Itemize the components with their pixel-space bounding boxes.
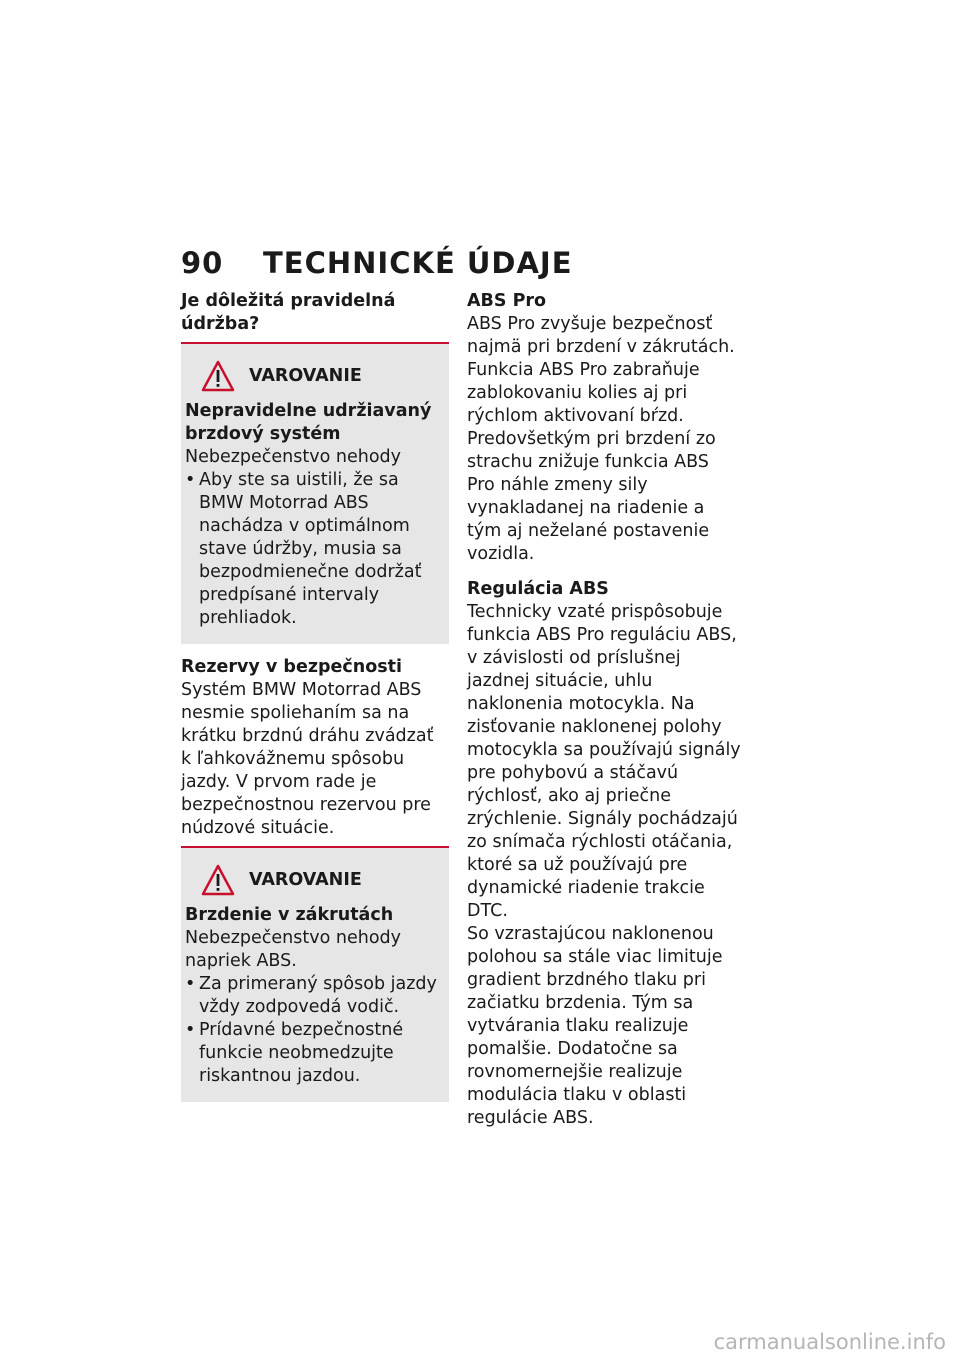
reserves-text: Systém BMW Motorrad ABS nesmie spoliehaním sa na krátku brzdnú dráhu zvádzať k ľahkovážnemu spôsobu jazdy. V prvom rade je bezpečnostnou rezervou pre núdzové situácie.	[181, 680, 434, 838]
warning-title-line2: brzdový systém	[185, 424, 341, 444]
watermark: carmanualsonline.info	[713, 1330, 946, 1354]
right-column	[467, 290, 742, 1130]
warning-label: VAROVANIE	[249, 366, 362, 386]
maintenance-heading: Je dôležitá pravidelná údržba?	[181, 291, 396, 334]
reserves-heading: Rezervy v bezpečnosti	[181, 657, 403, 677]
warning-box-maintenance	[181, 344, 449, 644]
warning-text: Nebezpečenstvo nehody napriek ABS.	[185, 928, 401, 971]
abs-regulation-text-2: So vzrastajúcou naklonenou polohou sa stále viac limituje gradient brzdného tlaku pri začiatku brzdenia. Tým sa vytvárania tlaku realizuje pomalšie. Dodatočne sa rovnomernejšie realizuje modulácia tlaku v oblasti regulácie ABS.	[467, 924, 723, 1128]
warning-bullet: • Aby ste sa uistili, že sa BMW Motorrad ABS nachádza v optimálnom stave údržby, musia sa bezpodmienečne dodržať predpísané intervaly prehliadok.	[185, 469, 445, 630]
bullet-text: Za primeraný spôsob jazdy vždy zodpovedá vodič.	[199, 974, 437, 1017]
abs-pro-heading: ABS Pro	[467, 291, 547, 311]
warning-box-cornering	[181, 848, 449, 1102]
page-number: 90	[181, 246, 224, 280]
abs-pro-text: ABS Pro zvyšuje bezpečnosť najmä pri brzdení v zákrutách. Funkcia ABS Pro zabraňuje zablokovaniu kolies aj pri rýchlom aktivovaní bŕzd. Predovšetkým pri brzdení zo strachu znižuje funkcia ABS Pro náhle zmeny sily vynakladanej na riadenie a tým aj neželané postavenie vozidla.	[467, 314, 735, 564]
bullet-text: Aby ste sa uistili, že sa BMW Motorrad ABS nachádza v optimálnom stave údržby, musia sa bezpodmienečne dodržať predpísané intervaly prehliadok.	[199, 470, 422, 628]
warning-bullet: • Za primeraný spôsob jazdy vždy zodpovedá vodič.	[185, 973, 445, 1019]
warning-label: VAROVANIE	[249, 870, 362, 890]
warning-title-line1: Nepravidelne udržiavaný	[185, 401, 432, 421]
warning-triangle-icon	[201, 360, 235, 392]
warning-title: Brzdenie v zákrutách	[185, 905, 394, 925]
page-header	[181, 246, 573, 280]
left-column	[181, 290, 449, 1102]
warning-triangle-icon	[201, 864, 235, 896]
bullet-text: Prídavné bezpečnostné funkcie neobmedzujte riskantnou jazdou.	[199, 1020, 404, 1086]
abs-regulation-heading: Regulácia ABS	[467, 579, 609, 599]
warning-bullet: • Prídavné bezpečnostné funkcie neobmedzujte riskantnou jazdou.	[185, 1019, 445, 1088]
page-title: TECHNICKÉ ÚDAJE	[263, 246, 573, 280]
abs-regulation-text-1: Technicky vzaté prispôsobuje funkcia ABS Pro reguláciu ABS, v závislosti od príslušnej jazdnej situácie, uhlu naklonenia motocykla. Na zisťovanie naklonenej polohy motocykla sa používajú signály pre pohybovú a stáčavú rýchlosť, ako aj priečne zrýchlenie. Signály pochádzajú zo snímača rýchlosti otáčania, ktoré sa už používajú pre dynamické riadenie trakcie DTC.	[467, 602, 741, 921]
warning-text: Nebezpečenstvo nehody	[185, 447, 401, 467]
